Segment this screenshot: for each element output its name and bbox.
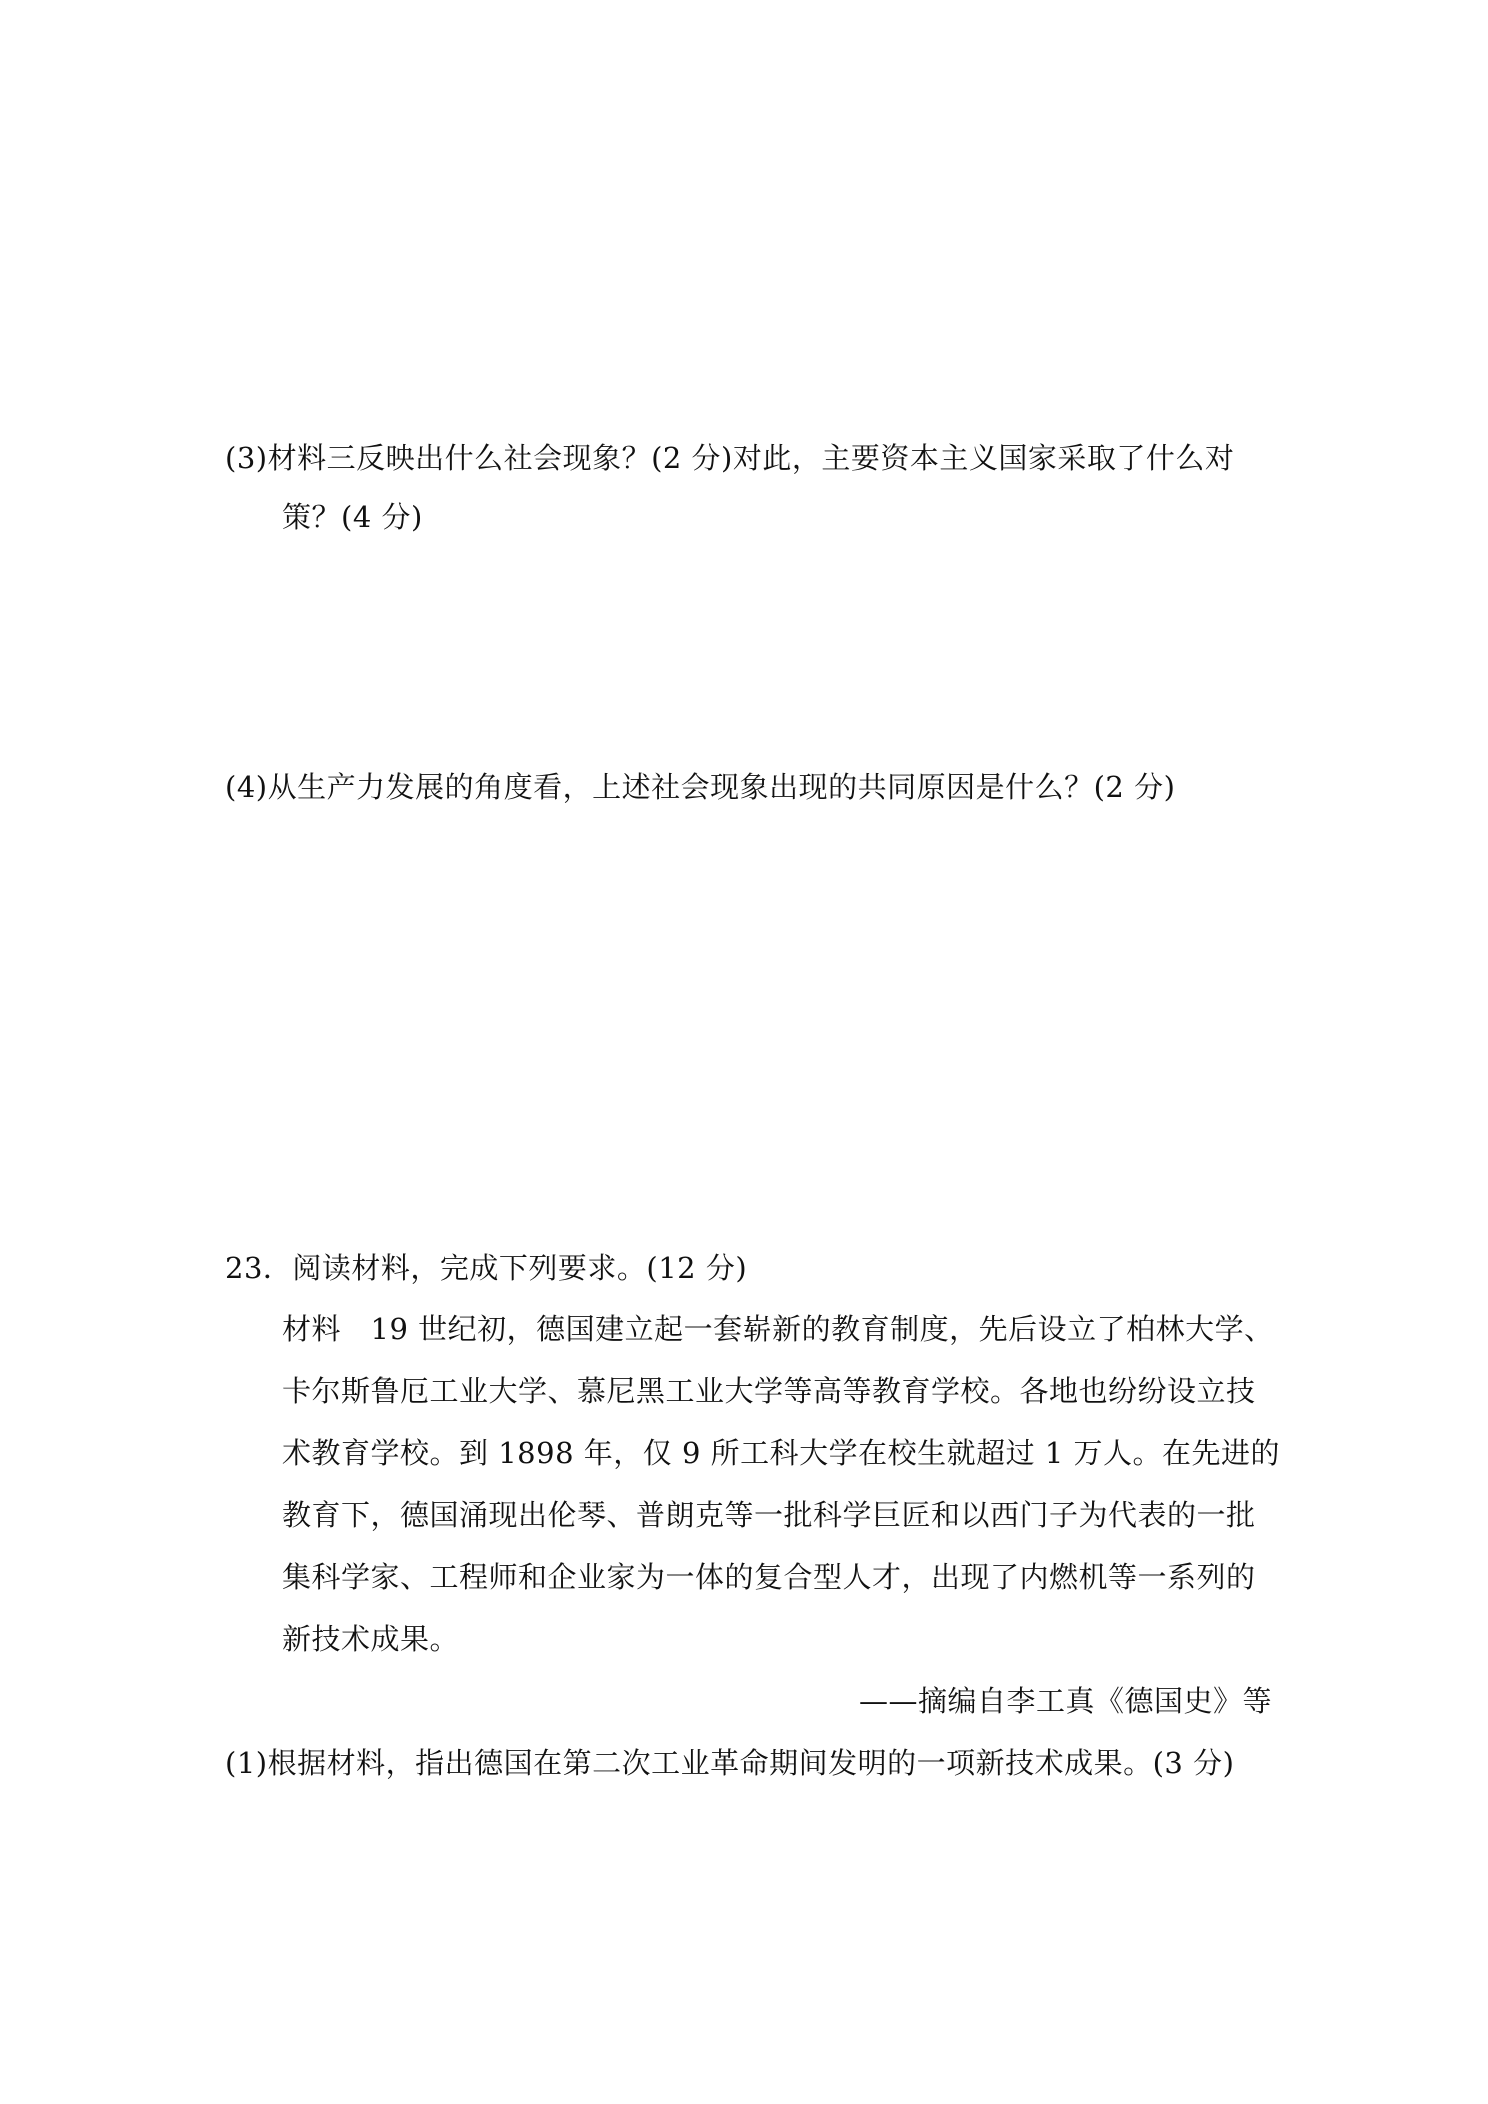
- question-text: (3)材料三反映出什么社会现象？(2 分)对此，主要资本主义国家采取了什么对: [225, 441, 1235, 475]
- material-line: 卡尔斯鲁厄工业大学、慕尼黑工业大学等高等教育学校。各地也纷纷设立技: [282, 1374, 1256, 1408]
- material-line: 术教育学校。到 1898 年，仅 9 所工科大学在校生就超过 1 万人。在先进的: [282, 1436, 1281, 1470]
- material-line: 教育下，德国涌现出伦琴、普朗克等一批科学巨匠和以西门子为代表的一批: [282, 1498, 1256, 1532]
- question-text: (1)根据材料，指出德国在第二次工业革命期间发明的一项新技术成果。(3 分): [225, 1746, 1235, 1780]
- material-source: ——摘编自李工真《德国史》等: [858, 1684, 1272, 1718]
- question-heading: 23．阅读材料，完成下列要求。(12 分): [225, 1251, 748, 1285]
- material-line: 材料 19 世纪初，德国建立起一套崭新的教育制度，先后设立了柏林大学、: [282, 1312, 1274, 1346]
- material-line: 新技术成果。: [282, 1622, 460, 1656]
- material-line: 集科学家、工程师和企业家为一体的复合型人才，出现了内燃机等一系列的: [282, 1560, 1256, 1594]
- question-text: (4)从生产力发展的角度看，上述社会现象出现的共同原因是什么？(2 分): [225, 770, 1176, 804]
- question-text: 策？(4 分): [282, 500, 423, 534]
